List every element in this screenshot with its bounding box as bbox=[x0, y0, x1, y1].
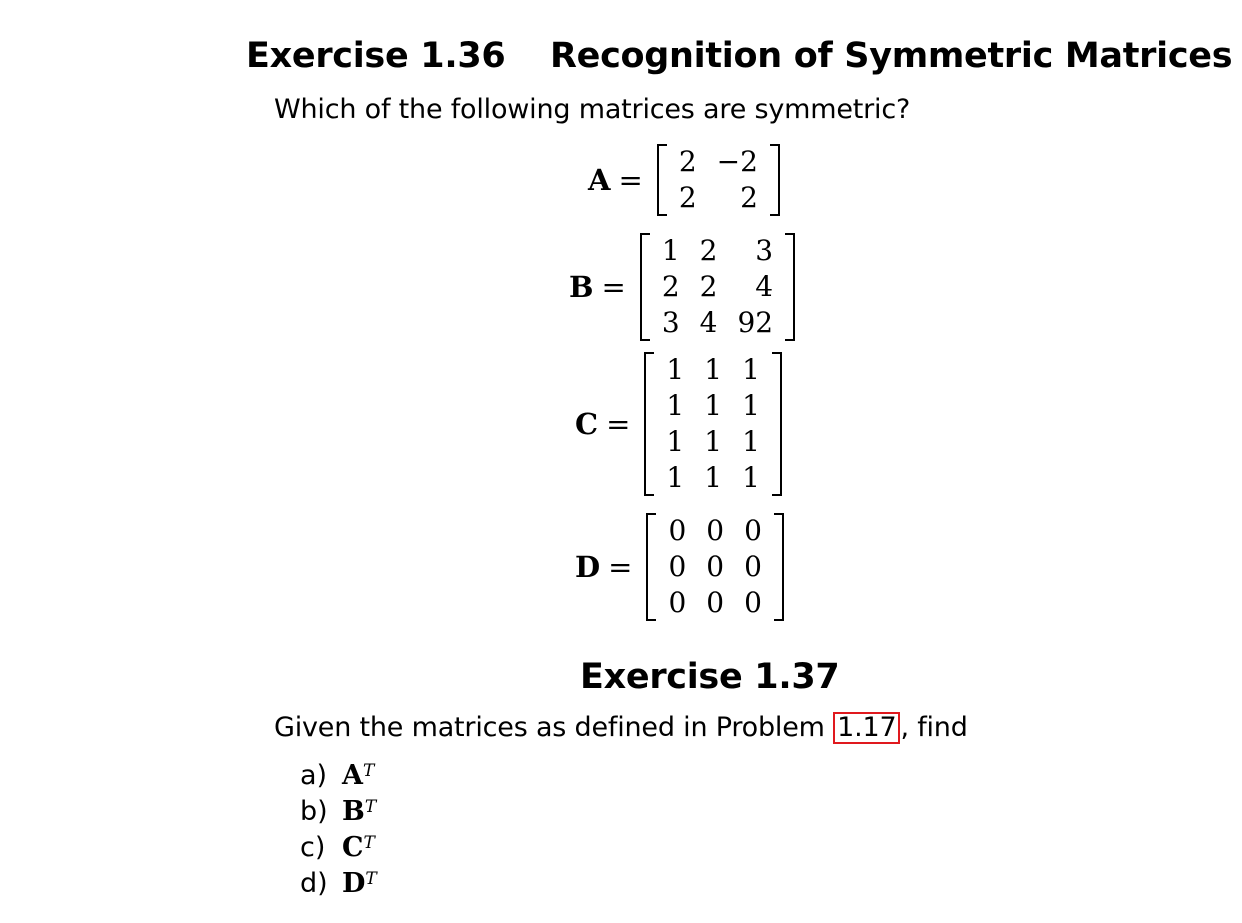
matrix-b bbox=[652, 233, 783, 341]
matrix-entry: 2 bbox=[740, 181, 758, 214]
matrix-row bbox=[669, 180, 768, 216]
matrix-entry: 1 bbox=[742, 425, 760, 458]
equals-sign: = bbox=[601, 270, 626, 304]
matrix-entry: 92 bbox=[737, 306, 774, 339]
transpose-superscript: T bbox=[363, 833, 375, 853]
part-symbol: D bbox=[342, 867, 366, 899]
matrix-entry: 1 bbox=[704, 389, 723, 422]
matrix-row bbox=[656, 388, 769, 424]
transpose-superscript: T bbox=[362, 761, 375, 781]
matrix-d-equation bbox=[575, 513, 784, 621]
matrix-entry: 1 bbox=[704, 353, 723, 386]
exercise-1-37-title: Exercise 1.37 bbox=[580, 657, 840, 697]
matrix-entry: 1 bbox=[704, 425, 723, 458]
matrix-entry: 2 bbox=[699, 234, 718, 267]
matrix-d-brackets bbox=[646, 513, 783, 621]
matrix-a-name: A bbox=[588, 163, 611, 197]
matrix-row bbox=[656, 424, 769, 460]
matrix-entry: 0 bbox=[668, 550, 687, 583]
matrix-a-brackets bbox=[657, 144, 780, 216]
exercise-1-36-title: Recognition of Symmetric Matrices bbox=[550, 36, 1233, 76]
equals-sign: = bbox=[608, 550, 633, 584]
exercise-1-37-parts bbox=[300, 757, 377, 901]
matrix-row bbox=[652, 305, 783, 341]
transpose-superscript: T bbox=[365, 869, 377, 889]
matrix-row bbox=[652, 233, 783, 269]
matrix-a-equation bbox=[588, 144, 780, 216]
matrix-row bbox=[656, 460, 769, 496]
part-symbol: C bbox=[342, 831, 364, 863]
matrix-entry: 1 bbox=[666, 389, 685, 422]
matrix-entry: 1 bbox=[661, 234, 680, 267]
matrix-entry: 0 bbox=[668, 514, 687, 547]
matrix-entry: 1 bbox=[666, 461, 685, 494]
part-label: d) bbox=[300, 867, 328, 899]
exercise-1-37-question bbox=[274, 712, 968, 744]
matrix-entry: 0 bbox=[706, 550, 725, 583]
part-label: a) bbox=[300, 759, 328, 791]
matrix-entry: 0 bbox=[706, 514, 725, 547]
matrix-row bbox=[669, 144, 768, 180]
matrix-entry: 1 bbox=[742, 389, 760, 422]
matrix-b-equation bbox=[569, 233, 795, 341]
matrix-c bbox=[656, 352, 769, 496]
list-item bbox=[300, 793, 377, 829]
problem-reference-link[interactable]: 1.17 bbox=[833, 712, 900, 744]
matrix-entry: 2 bbox=[678, 145, 697, 178]
matrix-c-equation bbox=[575, 352, 782, 496]
matrix-entry: 3 bbox=[755, 234, 774, 267]
matrix-entry: 1 bbox=[742, 353, 760, 386]
matrix-a bbox=[669, 144, 768, 216]
matrix-entry: 1 bbox=[742, 461, 760, 494]
matrix-b-name: B bbox=[569, 270, 594, 304]
part-label: c) bbox=[300, 831, 326, 863]
question-text-before: Given the matrices as defined in Problem bbox=[274, 712, 834, 743]
matrix-c-name: C bbox=[575, 407, 599, 441]
matrix-d-name: D bbox=[575, 550, 601, 584]
matrix-entry: 2 bbox=[678, 181, 697, 214]
matrix-c-brackets bbox=[644, 352, 781, 496]
list-item bbox=[300, 865, 377, 901]
part-symbol: A bbox=[342, 759, 363, 791]
matrix-entry: 1 bbox=[666, 353, 685, 386]
part-label: b) bbox=[300, 795, 328, 827]
exercise-1-36-number: Exercise 1.36 bbox=[246, 36, 506, 76]
matrix-entry: −2 bbox=[716, 145, 758, 178]
matrix-d bbox=[658, 513, 771, 621]
equals-sign: = bbox=[618, 163, 643, 197]
matrix-entry: 0 bbox=[744, 586, 762, 619]
exercise-1-36-question: Which of the following matrices are symmetric? bbox=[274, 94, 911, 125]
list-item bbox=[300, 829, 377, 865]
matrix-b-brackets bbox=[640, 233, 795, 341]
matrix-row bbox=[658, 585, 771, 621]
matrix-row bbox=[652, 269, 783, 305]
matrix-entry: 0 bbox=[706, 586, 725, 619]
matrix-entry: 2 bbox=[661, 270, 680, 303]
transpose-superscript: T bbox=[364, 797, 377, 817]
matrix-entry: 4 bbox=[699, 306, 718, 339]
matrix-row bbox=[658, 549, 771, 585]
part-symbol: B bbox=[342, 795, 365, 827]
matrix-entry: 0 bbox=[744, 514, 762, 547]
matrix-entry: 3 bbox=[661, 306, 680, 339]
matrix-entry: 1 bbox=[666, 425, 685, 458]
list-item bbox=[300, 757, 377, 793]
matrix-entry: 0 bbox=[744, 550, 762, 583]
matrix-entry: 2 bbox=[699, 270, 718, 303]
matrix-entry: 1 bbox=[704, 461, 723, 494]
equals-sign: = bbox=[606, 407, 631, 441]
matrix-row bbox=[658, 513, 771, 549]
matrix-entry: 0 bbox=[668, 586, 687, 619]
question-text-after: , find bbox=[900, 712, 968, 743]
matrix-row bbox=[656, 352, 769, 388]
matrix-entry: 4 bbox=[755, 270, 774, 303]
